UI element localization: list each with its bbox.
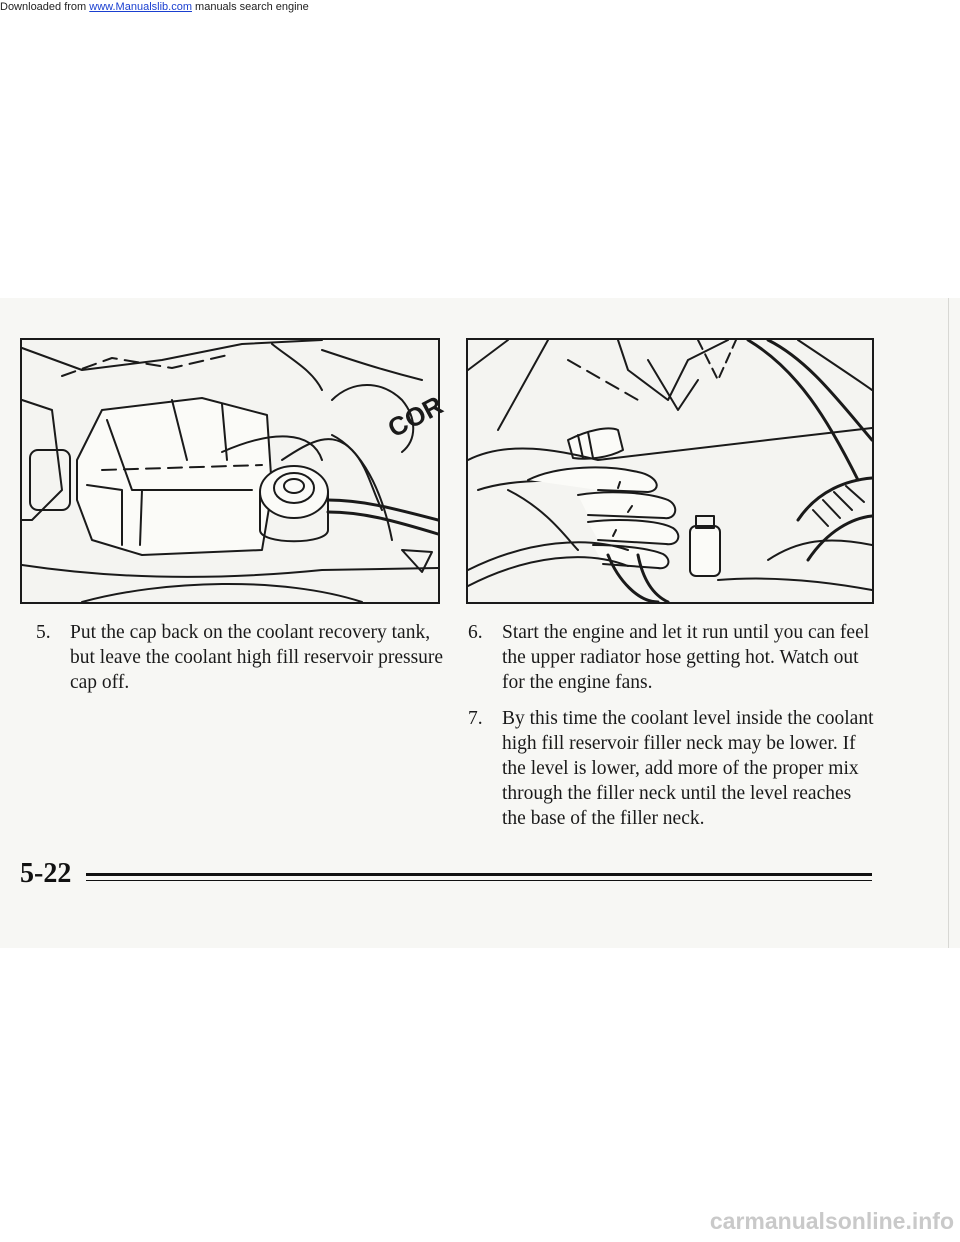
- step-item: [36, 620, 446, 695]
- step-number: 5.: [36, 622, 51, 643]
- steps-list-left: [36, 620, 446, 706]
- step-text: Start the engine and let it run until you can feel the upper radiator hose getting hot. Watch out for the engine fans.: [502, 622, 870, 693]
- engine-coolant-tank-illustration: [20, 338, 448, 604]
- cor-engine-label: COR: [382, 389, 448, 444]
- step-text: Put the cap back on the coolant recovery tank, but leave the coolant high fill reservoir pressure cap off.: [70, 622, 444, 693]
- page-number: 5-22: [20, 858, 72, 889]
- step-text: By this time the coolant level inside the coolant high fill reservoir filler neck may be lower. If the level is lower, add more of the proper mix through the filler neck until the level reaches the base of the filler neck.: [502, 708, 874, 829]
- hand-feeling-radiator-hose-illustration: [466, 338, 874, 604]
- banner-prefix: Downloaded from: [0, 1, 90, 13]
- step-item: [468, 620, 878, 695]
- manualslib-link[interactable]: www.Manualslib.com: [89, 1, 192, 13]
- download-banner: [0, 0, 309, 14]
- banner-suffix: manuals search engine: [191, 1, 309, 13]
- step-number: 6.: [468, 622, 483, 643]
- footer-rule-thin: [86, 880, 872, 881]
- site-watermark: carmanualsonline.info: [709, 1208, 954, 1234]
- footer-rule: [86, 873, 872, 876]
- step-item: [468, 706, 878, 831]
- steps-list-right: [468, 620, 878, 842]
- step-number: 7.: [468, 708, 483, 729]
- page-edge: [948, 298, 949, 948]
